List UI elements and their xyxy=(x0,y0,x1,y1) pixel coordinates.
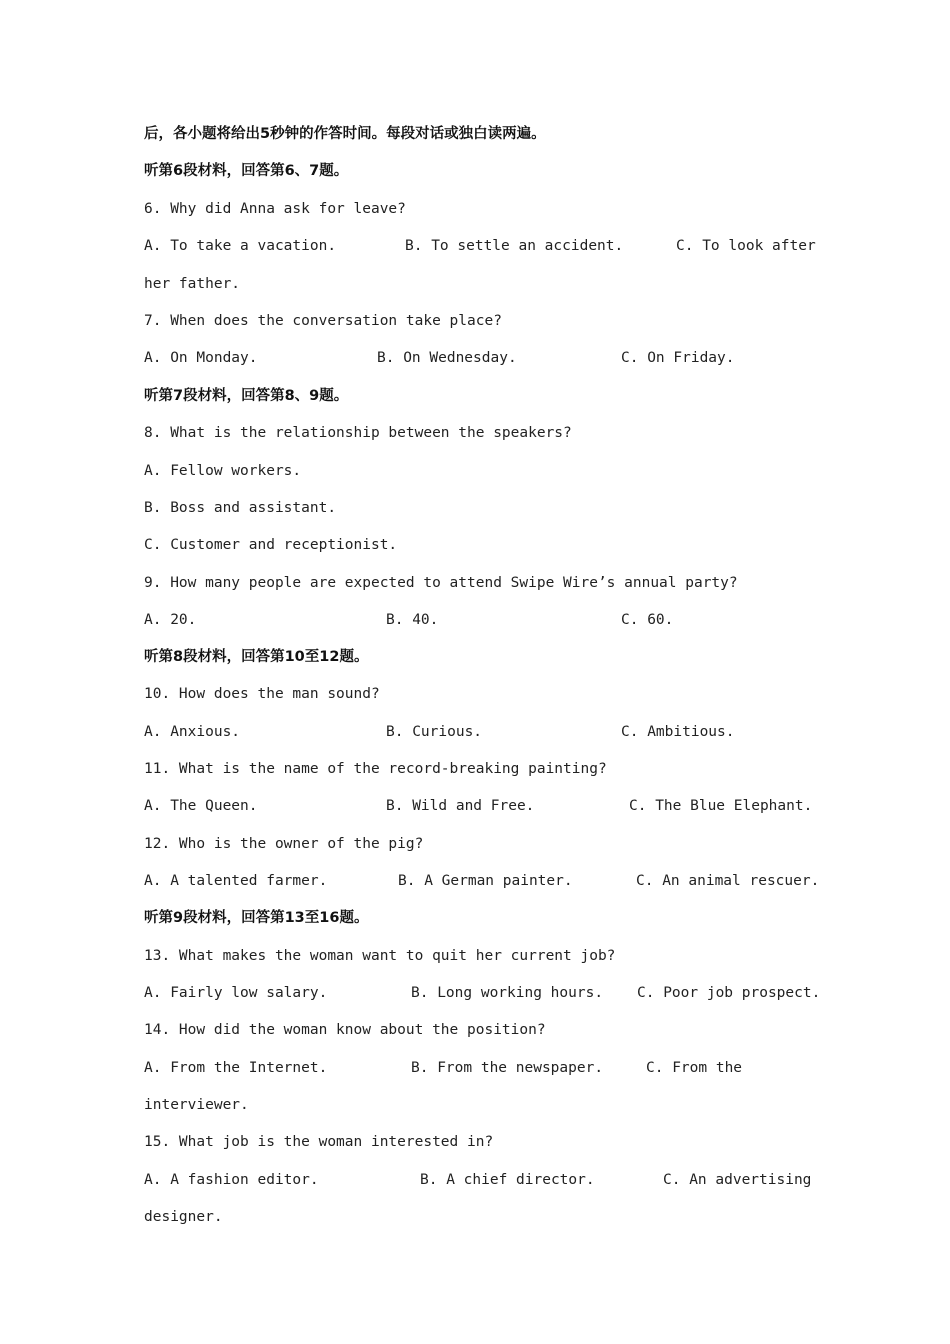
option-a: A. To take a vacation. xyxy=(144,238,337,254)
option-a: A. On Monday. xyxy=(144,350,258,366)
option-a: A. 20. xyxy=(144,612,197,628)
option-b: B. A German painter. xyxy=(398,873,573,889)
option-c: C. On Friday. xyxy=(621,350,735,366)
option-continuation: designer. xyxy=(144,1209,223,1225)
option-c: C. The Blue Elephant. xyxy=(629,798,813,814)
question-text: 14. How did the woman know about the position? xyxy=(144,1022,546,1038)
question-text: 15. What job is the woman interested in? xyxy=(144,1134,494,1150)
option-b: B. Long working hours. xyxy=(411,985,604,1001)
option-b: B. Wild and Free. xyxy=(386,798,535,814)
option-c: C. From the xyxy=(646,1060,743,1076)
question-text: 13. What makes the woman want to quit her current job? xyxy=(144,948,616,964)
question-text: 11. What is the name of the record-breaking painting? xyxy=(144,761,607,777)
section-heading: 听第8段材料，回答第10至12题。 xyxy=(144,649,369,665)
question-text: 6. Why did Anna ask for leave? xyxy=(144,201,406,217)
option-b: B. To settle an accident. xyxy=(405,238,624,254)
option-a: A. Fellow workers. xyxy=(144,463,302,479)
question-text: 9. How many people are expected to attend Swipe Wire’s annual party? xyxy=(144,575,738,591)
option-c: C. Customer and receptionist. xyxy=(144,537,398,553)
option-b: B. A chief director. xyxy=(420,1172,595,1188)
option-c: C. Ambitious. xyxy=(621,724,735,740)
section-heading: 听第6段材料，回答第6、7题。 xyxy=(144,163,349,179)
option-a: A. A fashion editor. xyxy=(144,1172,319,1188)
option-b: B. Boss and assistant. xyxy=(144,500,337,516)
option-c: C. An animal rescuer. xyxy=(636,873,820,889)
question-text: 10. How does the man sound? xyxy=(144,686,380,702)
option-continuation: interviewer. xyxy=(144,1097,249,1113)
option-b: B. 40. xyxy=(386,612,439,628)
question-text: 12. Who is the owner of the pig? xyxy=(144,836,424,852)
option-b: B. On Wednesday. xyxy=(377,350,517,366)
option-c: C. 60. xyxy=(621,612,674,628)
option-c: C. An advertising xyxy=(663,1172,812,1188)
option-c: C. Poor job prospect. xyxy=(637,985,821,1001)
section-heading: 听第9段材料，回答第13至16题。 xyxy=(144,910,369,926)
option-a: A. A talented farmer. xyxy=(144,873,328,889)
option-continuation: her father. xyxy=(144,276,241,292)
option-a: A. The Queen. xyxy=(144,798,258,814)
intro-text: 后，各小题将给出5秒钟的作答时间。每段对话或独白读两遍。 xyxy=(144,126,546,142)
option-b: B. Curious. xyxy=(386,724,483,740)
question-text: 8. What is the relationship between the speakers? xyxy=(144,425,572,441)
option-a: A. From the Internet. xyxy=(144,1060,328,1076)
option-b: B. From the newspaper. xyxy=(411,1060,604,1076)
option-a: A. Fairly low salary. xyxy=(144,985,328,1001)
section-heading: 听第7段材料，回答第8、9题。 xyxy=(144,388,349,404)
option-a: A. Anxious. xyxy=(144,724,241,740)
question-text: 7. When does the conversation take place? xyxy=(144,313,502,329)
option-c: C. To look after xyxy=(676,238,816,254)
